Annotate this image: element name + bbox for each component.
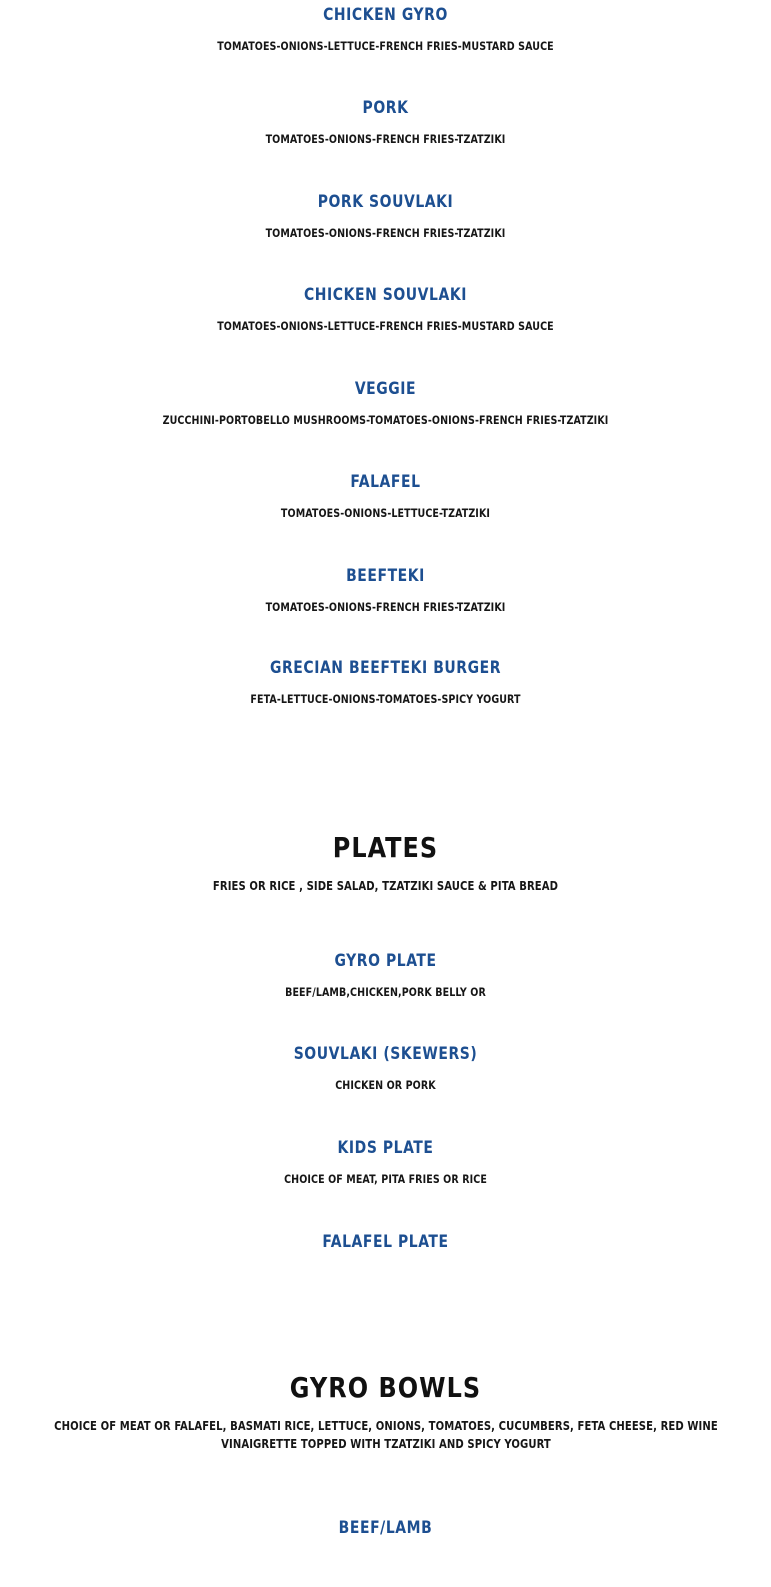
- menu-item-name: CHICKEN SOUVLAKI: [303, 285, 467, 304]
- menu-item-name: KIDS PLATE: [337, 1138, 434, 1157]
- menu-item-name: PORK SOUVLAKI: [317, 192, 454, 211]
- menu-item-name: GYRO PLATE: [334, 951, 437, 970]
- menu-item-pork: [0, 99, 771, 147]
- menu-item-beef-lamb: [0, 1519, 771, 1537]
- section-gyro-bowls-header: [0, 1373, 771, 1453]
- menu-item-kids-plate: [0, 1139, 771, 1187]
- menu-item-description: TOMATOES-ONIONS-LETTUCE-FRENCH FRIES-MUSTARD SAUCE: [217, 39, 554, 54]
- menu-item-pork-souvlaki: [0, 193, 771, 241]
- section-title: GYRO BOWLS: [289, 1371, 482, 1404]
- menu-item-description: TOMATOES-ONIONS-FRENCH FRIES-TZATZIKI: [265, 600, 506, 615]
- menu-item-description: TOMATOES-ONIONS-LETTUCE-TZATZIKI: [280, 506, 491, 521]
- menu-item-name: FALAFEL PLATE: [322, 1232, 449, 1251]
- menu-item-souvlaki-skewers: [0, 1045, 771, 1093]
- menu-item-description: FETA-LETTUCE-ONIONS-TOMATOES-SPICY YOGURT: [250, 692, 521, 707]
- menu-item-chicken-souvlaki: [0, 286, 771, 334]
- section-subtitle: CHOICE OF MEAT OR FALAFEL, BASMATI RICE, LETTUCE, ONIONS, TOMATOES, CUCUMBERS, FETA CHEESE, RED WINE VINAIGRETTE TOPPED WITH TZATZIKI AND SPICY YOGURT: [53, 1418, 718, 1451]
- menu-item-name: SOUVLAKI (SKEWERS): [293, 1044, 478, 1063]
- menu-item-chicken-gyro: [0, 6, 771, 54]
- menu-item-description: TOMATOES-ONIONS-FRENCH FRIES-TZATZIKI: [265, 226, 506, 241]
- menu-item-description: CHICKEN OR PORK: [335, 1078, 436, 1093]
- menu-item-veggie: [0, 380, 771, 428]
- menu-item-beefteki: [0, 567, 771, 615]
- menu-item-name: BEEF/LAMB: [338, 1518, 433, 1537]
- menu-item-description: TOMATOES-ONIONS-LETTUCE-FRENCH FRIES-MUSTARD SAUCE: [217, 319, 554, 334]
- menu-item-name: BEEFTEKI: [346, 566, 425, 585]
- menu-item-description: ZUCCHINI-PORTOBELLO MUSHROOMS-TOMATOES-ONIONS-FRENCH FRIES-TZATZIKI: [162, 413, 609, 428]
- menu-item-description: BEEF/LAMB,CHICKEN,PORK BELLY OR: [285, 985, 486, 1000]
- menu-item-name: FALAFEL: [350, 472, 421, 491]
- menu-item-falafel-plate: [0, 1233, 771, 1251]
- menu-item-falafel: [0, 473, 771, 521]
- menu-item-description: CHOICE OF MEAT, PITA FRIES OR RICE: [284, 1172, 487, 1187]
- menu-item-name: VEGGIE: [354, 379, 417, 398]
- menu-item-name: GRECIAN BEEFTEKI BURGER: [269, 658, 502, 677]
- section-subtitle: FRIES OR RICE , SIDE SALAD, TZATZIKI SAUCE & PITA BREAD: [212, 878, 559, 893]
- menu-item-name: PORK: [362, 98, 409, 117]
- section-title: PLATES: [332, 831, 439, 864]
- menu-item-gyro-plate: [0, 952, 771, 1000]
- menu-item-description: TOMATOES-ONIONS-FRENCH FRIES-TZATZIKI: [265, 132, 506, 147]
- menu-item-grecian-beefteki-burger: [0, 659, 771, 707]
- section-plates-header: [0, 833, 771, 895]
- menu-item-name: CHICKEN GYRO: [323, 5, 448, 24]
